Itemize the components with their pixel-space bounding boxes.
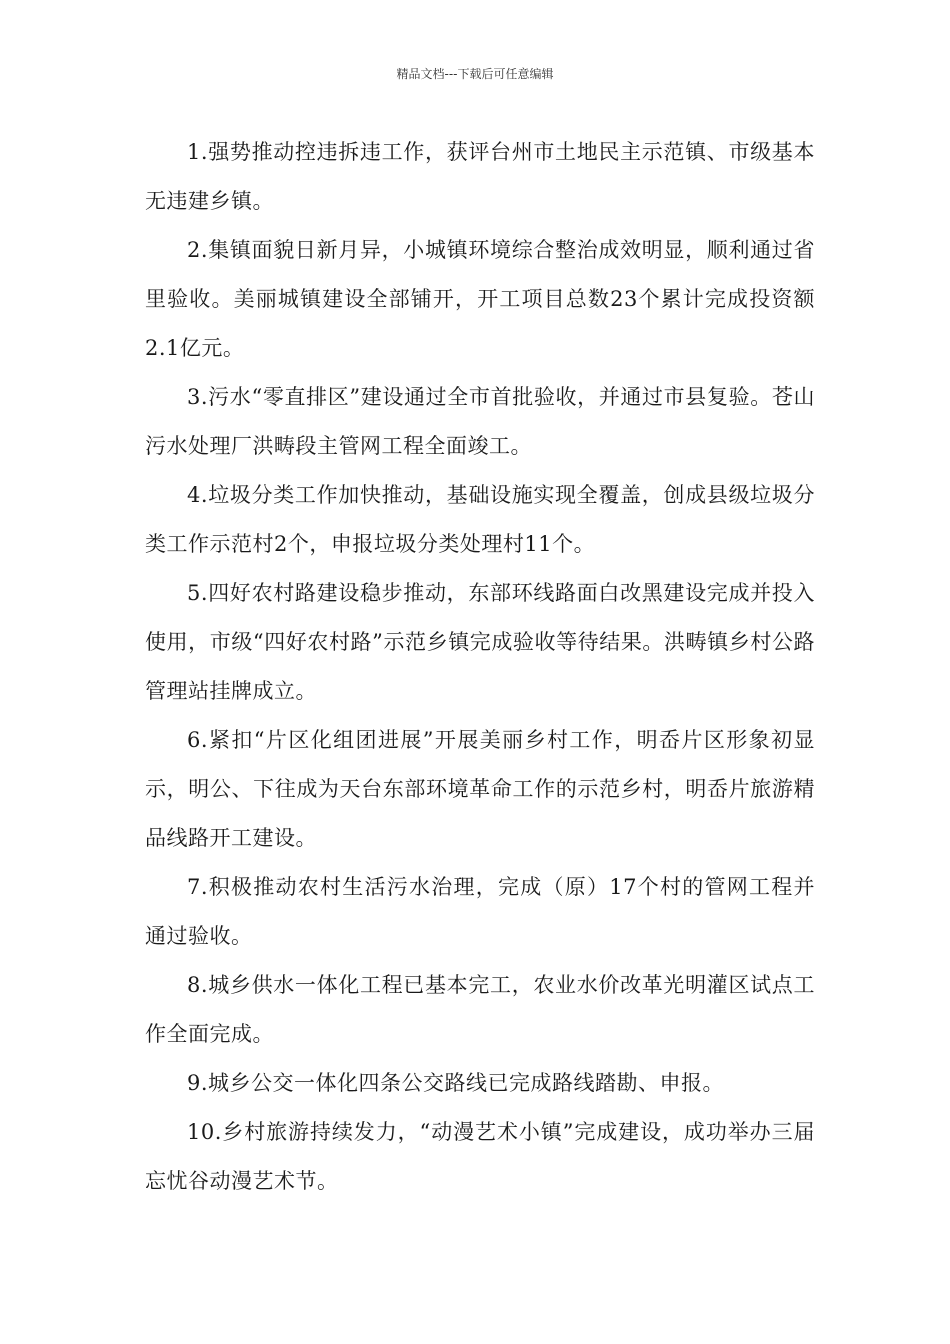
- paragraph-10: 10.乡村旅游持续发力，“动漫艺术小镇”完成建设，成功举办三届忘忧谷动漫艺术节。: [145, 1120, 815, 1193]
- page-header: 精品文档---下载后可任意编辑: [396, 67, 554, 81]
- paragraph-9: 9.城乡公交一体化四条公交路线已完成路线踏勘、申报。: [187, 1071, 725, 1095]
- paragraph-4: 4.垃圾分类工作加快推动，基础设施实现全覆盖，创成县级垃圾分类工作示范村2个，申报垃圾分类处理村11个。: [145, 483, 815, 556]
- paragraph-6: 6.紧扣“片区化组团进展”开展美丽乡村工作，明岙片区形象初显示，明公、下往成为天台东部环境革命工作的示范乡村，明岙片旅游精品线路开工建设。: [145, 728, 815, 850]
- paragraph-3: 3.污水“零直排区”建设通过全市首批验收，并通过市县复验。苍山污水处理厂洪畴段主管网工程全面竣工。: [145, 385, 815, 458]
- paragraph-1: 1.强势推动控违拆违工作，获评台州市土地民主示范镇、市级基本无违建乡镇。: [145, 140, 815, 213]
- paragraph-2: 2.集镇面貌日新月异，小城镇环境综合整治成效明显，顺利通过省里验收。美丽城镇建设全部铺开，开工项目总数23个累计完成投资额2.1亿元。: [145, 238, 815, 360]
- paragraph-8: 8.城乡供水一体化工程已基本完工，农业水价改革光明灌区试点工作全面完成。: [145, 973, 815, 1046]
- paragraph-7: 7.积极推动农村生活污水治理，完成（原）17个村的管网工程并通过验收。: [145, 875, 815, 948]
- document-body: [145, 128, 815, 1206]
- paragraph-5: 5.四好农村路建设稳步推动，东部环线路面白改黑建设完成并投入使用，市级“四好农村路”示范乡镇完成验收等待结果。洪畴镇乡村公路管理站挂牌成立。: [145, 581, 815, 703]
